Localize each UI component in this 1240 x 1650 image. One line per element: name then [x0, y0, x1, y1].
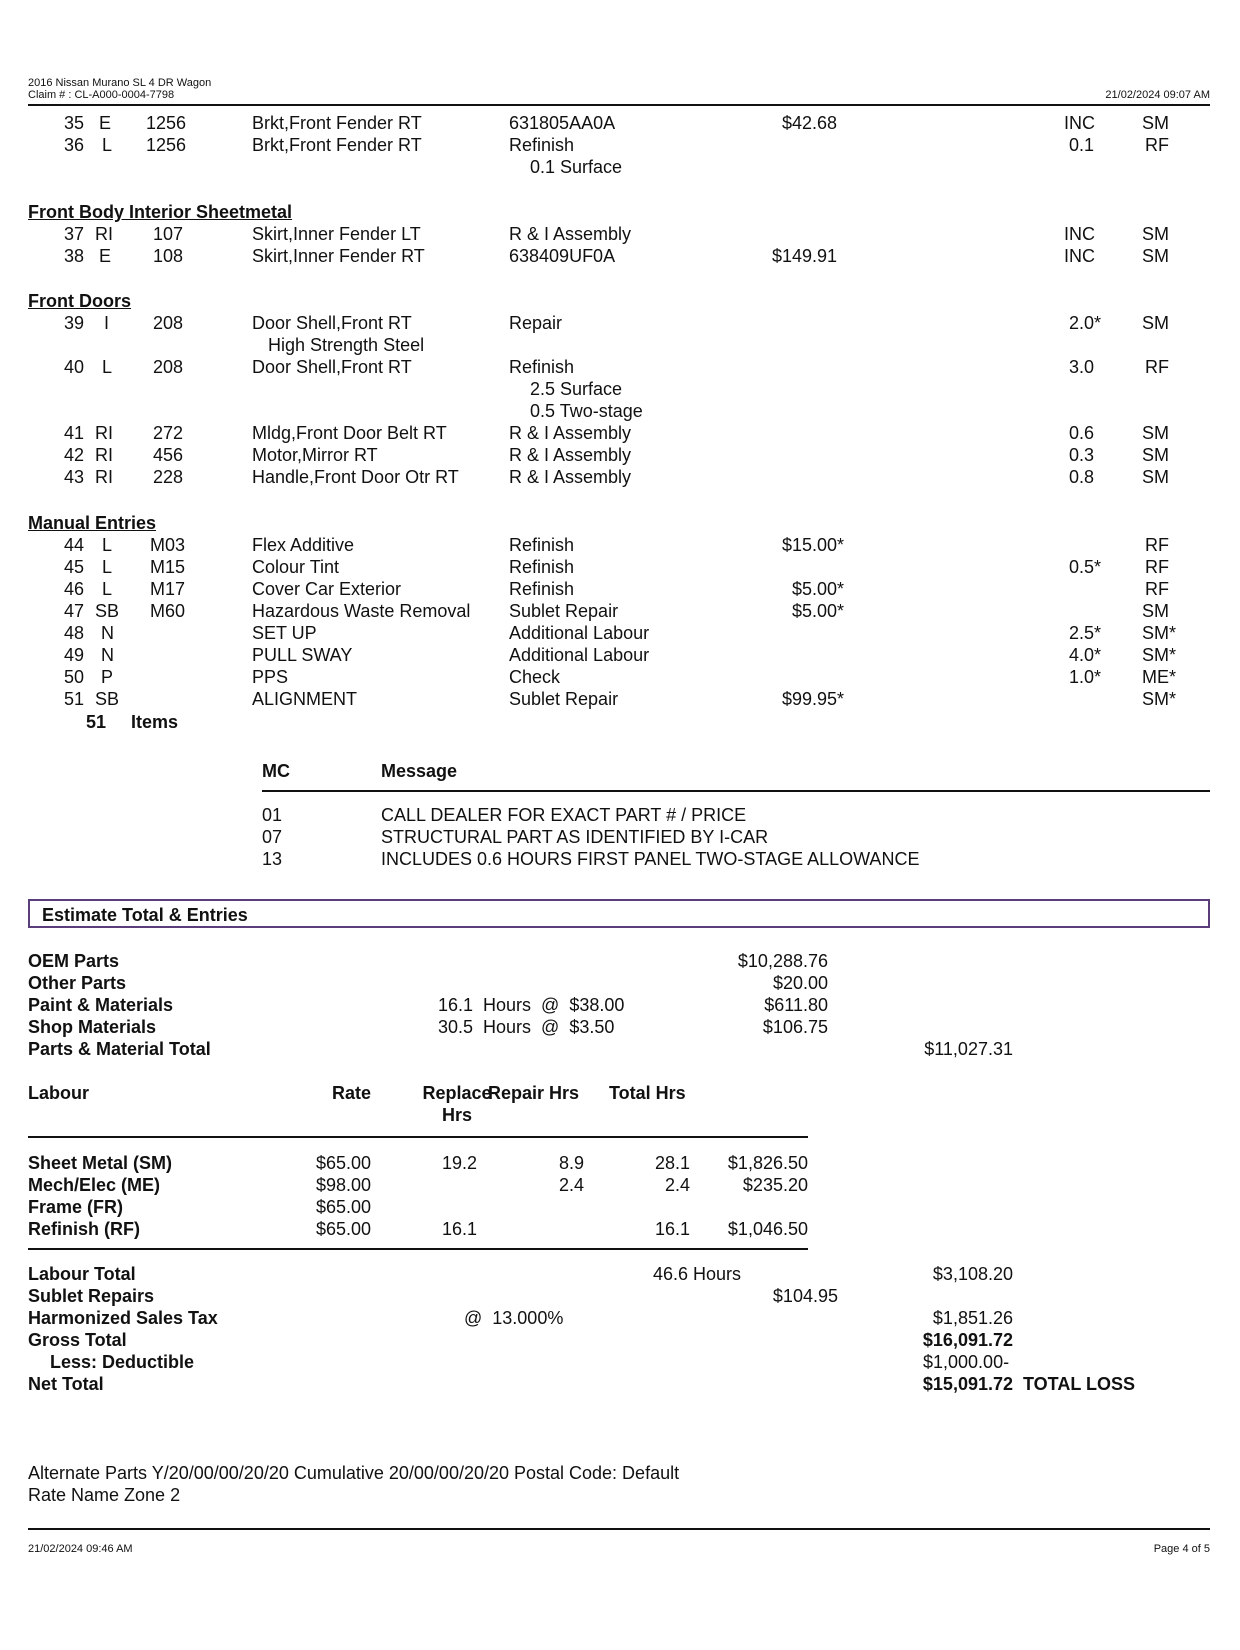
line-description: Flex Additive: [252, 535, 355, 555]
alternate-parts-note: Alternate Parts Y/20/00/00/20/20 Cumulative 20/00/00/20/20 Postal Code: Default: [28, 1463, 680, 1483]
line-type: RF: [1145, 357, 1169, 377]
line-operation: 638409UF0A: [509, 246, 616, 266]
line-price: $5.00*: [792, 579, 845, 599]
total-loss-note: TOTAL LOSS: [1023, 1374, 1136, 1394]
line-op: L: [102, 579, 113, 599]
estimate-line: [0, 578, 1240, 600]
line-number: 35: [64, 113, 85, 133]
line-type: RF: [1145, 557, 1169, 577]
line-operation: Refinish: [509, 535, 575, 555]
labour-replace-hrs: 19.2: [441, 1153, 477, 1173]
line-description: Skirt,Inner Fender LT: [252, 224, 421, 244]
header-timestamp: 21/02/2024 09:07 AM: [1105, 89, 1210, 101]
labour-footer-divider: [28, 1248, 808, 1250]
line-operation: R & I Assembly: [509, 467, 632, 487]
line-hours: 2.0*: [1069, 313, 1102, 333]
labour-type: Mech/Elec (ME): [28, 1175, 161, 1195]
line-description: PULL SWAY: [252, 645, 353, 665]
labour-total-hours: 46.6 Hours: [653, 1264, 742, 1284]
line-price: $15.00*: [782, 535, 845, 555]
line-description: Door Shell,Front RT: [252, 313, 412, 333]
line-number: 41: [64, 423, 85, 443]
line-code: 208: [153, 357, 184, 377]
items-count: 51: [86, 712, 107, 732]
line-code: M17: [150, 579, 186, 599]
line-op: E: [99, 246, 112, 266]
estimate-line: [0, 422, 1240, 444]
section-front-doors: Front Doors: [28, 291, 131, 311]
deductible-label: Less: Deductible: [50, 1352, 195, 1372]
labour-type: Frame (FR): [28, 1197, 124, 1217]
sublet-repairs-value: $104.95: [772, 1286, 838, 1306]
line-op: P: [101, 667, 114, 687]
message-header: Message: [381, 761, 458, 781]
line-hours: 0.6: [1069, 423, 1095, 443]
line-op: RI: [95, 445, 113, 465]
labour-header: Labour: [28, 1083, 89, 1103]
line-number: 38: [64, 246, 85, 266]
shop-materials-value: $106.75: [762, 1017, 828, 1037]
line-sub-detail: 0.5 Two-stage: [530, 401, 643, 421]
line-hours: 3.0: [1069, 357, 1095, 377]
items-label: Items: [131, 712, 179, 732]
line-number: 45: [64, 557, 85, 577]
labour-type: Refinish (RF): [28, 1219, 140, 1239]
line-number: 51: [64, 689, 85, 709]
line-operation: Check: [509, 667, 561, 687]
vehicle-description: 2016 Nissan Murano SL 4 DR Wagon: [28, 77, 212, 89]
estimate-line: [0, 666, 1240, 688]
line-operation: R & I Assembly: [509, 445, 632, 465]
replace-hrs-header-2: Hrs: [441, 1105, 472, 1125]
line-description: Handle,Front Door Otr RT: [252, 467, 459, 487]
line-price: $42.68: [782, 113, 838, 133]
line-code: M15: [150, 557, 186, 577]
replace-hrs-header: Replace: [422, 1083, 492, 1103]
other-parts-label: Other Parts: [28, 973, 127, 993]
sales-tax-value: $1,851.26: [932, 1308, 1013, 1328]
line-number: 46: [64, 579, 85, 599]
header-divider: [28, 104, 1210, 106]
line-operation: Additional Labour: [509, 623, 650, 643]
sublet-repairs-label: Sublet Repairs: [28, 1286, 155, 1306]
line-op: L: [102, 557, 113, 577]
labour-row: [0, 1174, 1240, 1196]
rate-header: Rate: [331, 1083, 371, 1103]
line-op: SB: [95, 601, 120, 621]
line-operation: R & I Assembly: [509, 224, 632, 244]
line-number: 40: [64, 357, 85, 377]
line-type: SM: [1142, 246, 1169, 266]
line-operation: Refinish: [509, 357, 575, 377]
footer-timestamp: 21/02/2024 09:46 AM: [28, 1543, 133, 1555]
labour-amount: $1,046.50: [727, 1219, 808, 1239]
line-operation: Refinish: [509, 579, 575, 599]
line-sub-detail: 2.5 Surface: [530, 379, 623, 399]
estimate-line: [0, 112, 1240, 134]
line-op: RI: [95, 467, 113, 487]
line-op: RI: [95, 224, 113, 244]
line-code: 108: [153, 246, 184, 266]
line-description: Colour Tint: [252, 557, 340, 577]
labour-type: Sheet Metal (SM): [28, 1153, 173, 1173]
line-hours: INC: [1064, 246, 1095, 266]
line-description: Door Shell,Front RT: [252, 357, 412, 377]
line-description: Cover Car Exterior: [252, 579, 402, 599]
line-description: Brkt,Front Fender RT: [252, 135, 422, 155]
parts-material-total-value: $11,027.31: [924, 1039, 1013, 1059]
gross-total-label: Gross Total: [28, 1330, 127, 1350]
line-code: 107: [153, 224, 184, 244]
line-price: $149.91: [772, 246, 838, 266]
line-code: 456: [153, 445, 184, 465]
page-number: Page 4 of 5: [1153, 1543, 1210, 1555]
line-description: Mldg,Front Door Belt RT: [252, 423, 447, 443]
labour-row: [0, 1152, 1240, 1174]
shop-materials-hours: 30.5 Hours @ $3.50: [438, 1017, 615, 1037]
message-code-header: MC: [262, 761, 290, 781]
oem-parts-value: $10,288.76: [737, 951, 828, 971]
line-number: 50: [64, 667, 85, 687]
labour-rate: $65.00: [315, 1219, 371, 1239]
estimate-line: [0, 245, 1240, 267]
sales-tax-rate: @ 13.000%: [464, 1308, 564, 1328]
labour-repair-hrs: 2.4: [558, 1175, 584, 1195]
line-operation: R & I Assembly: [509, 423, 632, 443]
line-code: 208: [153, 313, 184, 333]
claim-number: Claim # : CL-A000-0004-7798: [28, 89, 175, 101]
line-hours: 4.0*: [1069, 645, 1102, 665]
labour-rate: $98.00: [315, 1175, 371, 1195]
net-total-value: $15,091.72: [922, 1374, 1013, 1394]
labour-rate: $65.00: [315, 1197, 371, 1217]
line-code: 1256: [146, 135, 187, 155]
line-number: 43: [64, 467, 85, 487]
line-code: 272: [153, 423, 184, 443]
line-description: Skirt,Inner Fender RT: [252, 246, 425, 266]
paint-materials-value: $611.80: [764, 995, 828, 1015]
total-hrs-header: Total Hrs: [609, 1083, 686, 1103]
estimate-line: [0, 688, 1240, 710]
message-text: INCLUDES 0.6 HOURS FIRST PANEL TWO-STAGE ALLOWANCE: [381, 849, 920, 869]
line-operation: Refinish: [509, 135, 575, 155]
line-operation: Repair: [509, 313, 563, 333]
line-op: I: [104, 313, 110, 333]
line-type: SM: [1142, 445, 1169, 465]
line-hours: 0.1: [1069, 135, 1095, 155]
labour-amount: $235.20: [742, 1175, 808, 1195]
line-type: ME*: [1142, 667, 1177, 687]
deductible-value: $1,000.00-: [923, 1352, 1010, 1372]
line-operation: 631805AA0A: [509, 113, 616, 133]
estimate-line: [0, 644, 1240, 666]
labour-header-divider: [28, 1136, 808, 1138]
line-operation: Additional Labour: [509, 645, 650, 665]
line-code: 1256: [146, 113, 187, 133]
line-type: SM*: [1142, 645, 1177, 665]
line-op: SB: [95, 689, 120, 709]
line-code: M03: [150, 535, 186, 555]
line-number: 39: [64, 313, 85, 333]
line-description: Motor,Mirror RT: [252, 445, 378, 465]
net-total-label: Net Total: [28, 1374, 104, 1394]
line-op: N: [101, 623, 114, 643]
line-hours: 0.3: [1069, 445, 1095, 465]
line-type: SM: [1142, 113, 1169, 133]
line-op: RI: [95, 423, 113, 443]
line-hours: INC: [1064, 224, 1095, 244]
line-type: SM*: [1142, 623, 1177, 643]
message-code: 13: [262, 849, 283, 869]
labour-total-hrs: 16.1: [654, 1219, 690, 1239]
line-sub-detail: 0.1 Surface: [530, 157, 623, 177]
line-type: SM: [1142, 467, 1169, 487]
line-op: L: [102, 357, 113, 377]
estimate-line: [0, 466, 1240, 488]
gross-total-value: $16,091.72: [922, 1330, 1013, 1350]
labour-row: [0, 1196, 1240, 1218]
estimate-line: [0, 134, 1240, 156]
labour-total-hrs: 2.4: [664, 1175, 690, 1195]
message-code: 01: [262, 805, 283, 825]
line-price: $99.95*: [782, 689, 845, 709]
line-number: 49: [64, 645, 85, 665]
line-op: E: [99, 113, 112, 133]
line-description: ALIGNMENT: [252, 689, 358, 709]
labour-row: [0, 1218, 1240, 1240]
line-type: SM*: [1142, 689, 1177, 709]
line-type: RF: [1145, 135, 1169, 155]
paint-materials-label: Paint & Materials: [28, 995, 174, 1015]
line-description: Hazardous Waste Removal: [252, 601, 471, 621]
estimate-line: [0, 556, 1240, 578]
line-hours: INC: [1064, 113, 1095, 133]
oem-parts-label: OEM Parts: [28, 951, 120, 971]
rate-name-note: Rate Name Zone 2: [28, 1485, 181, 1505]
labour-amount: $1,826.50: [727, 1153, 808, 1173]
line-op: N: [101, 645, 114, 665]
labour-total-label: Labour Total: [28, 1264, 136, 1284]
estimate-line: [0, 312, 1240, 334]
estimate-line: [0, 600, 1240, 622]
line-code: 228: [153, 467, 184, 487]
line-number: 47: [64, 601, 85, 621]
message-text: STRUCTURAL PART AS IDENTIFIED BY I-CAR: [381, 827, 769, 847]
repair-hrs-header: Repair Hrs: [488, 1083, 580, 1103]
other-parts-value: $20.00: [772, 973, 828, 993]
line-hours: 0.8: [1069, 467, 1095, 487]
section-front-body: Front Body Interior Sheetmetal: [28, 202, 293, 222]
message-code: 07: [262, 827, 283, 847]
line-hours: 2.5*: [1069, 623, 1102, 643]
line-hours: 0.5*: [1069, 557, 1102, 577]
labour-replace-hrs: 16.1: [441, 1219, 477, 1239]
estimate-total-box: [28, 899, 1210, 928]
line-price: $5.00*: [792, 601, 845, 621]
parts-material-total-label: Parts & Material Total: [28, 1039, 211, 1059]
line-number: 44: [64, 535, 85, 555]
estimate-line: [0, 356, 1240, 378]
estimate-total-title: Estimate Total & Entries: [42, 905, 248, 925]
footer-divider: [28, 1528, 1210, 1530]
estimate-line: [0, 444, 1240, 466]
estimate-line: [0, 622, 1240, 644]
shop-materials-label: Shop Materials: [28, 1017, 157, 1037]
line-type: SM: [1142, 601, 1169, 621]
line-number: 42: [64, 445, 85, 465]
line-op: L: [102, 535, 113, 555]
labour-total-hrs: 28.1: [654, 1153, 690, 1173]
line-description: Brkt,Front Fender RT: [252, 113, 422, 133]
message-text: CALL DEALER FOR EXACT PART # / PRICE: [381, 805, 747, 825]
sales-tax-label: Harmonized Sales Tax: [28, 1308, 218, 1328]
line-description: SET UP: [252, 623, 317, 643]
estimate-line: [0, 223, 1240, 245]
line-type: SM: [1142, 313, 1169, 333]
line-number: 36: [64, 135, 85, 155]
line-type: SM: [1142, 423, 1169, 443]
line-type: SM: [1142, 224, 1169, 244]
estimate-line: [0, 534, 1240, 556]
labour-total-value: $3,108.20: [932, 1264, 1013, 1284]
line-code: M60: [150, 601, 186, 621]
line-type: RF: [1145, 535, 1169, 555]
line-number: 48: [64, 623, 85, 643]
line-operation: Sublet Repair: [509, 689, 619, 709]
line-description: PPS: [252, 667, 289, 687]
line-hours: 1.0*: [1069, 667, 1102, 687]
labour-repair-hrs: 8.9: [558, 1153, 584, 1173]
message-divider: [262, 790, 1210, 792]
line-sub-detail: High Strength Steel: [268, 335, 425, 355]
line-operation: Sublet Repair: [509, 601, 619, 621]
line-type: RF: [1145, 579, 1169, 599]
line-number: 37: [64, 224, 85, 244]
section-manual-entries: Manual Entries: [28, 513, 157, 533]
labour-rate: $65.00: [315, 1153, 371, 1173]
paint-materials-hours: 16.1 Hours @ $38.00: [438, 995, 625, 1015]
line-op: L: [102, 135, 113, 155]
line-operation: Refinish: [509, 557, 575, 577]
